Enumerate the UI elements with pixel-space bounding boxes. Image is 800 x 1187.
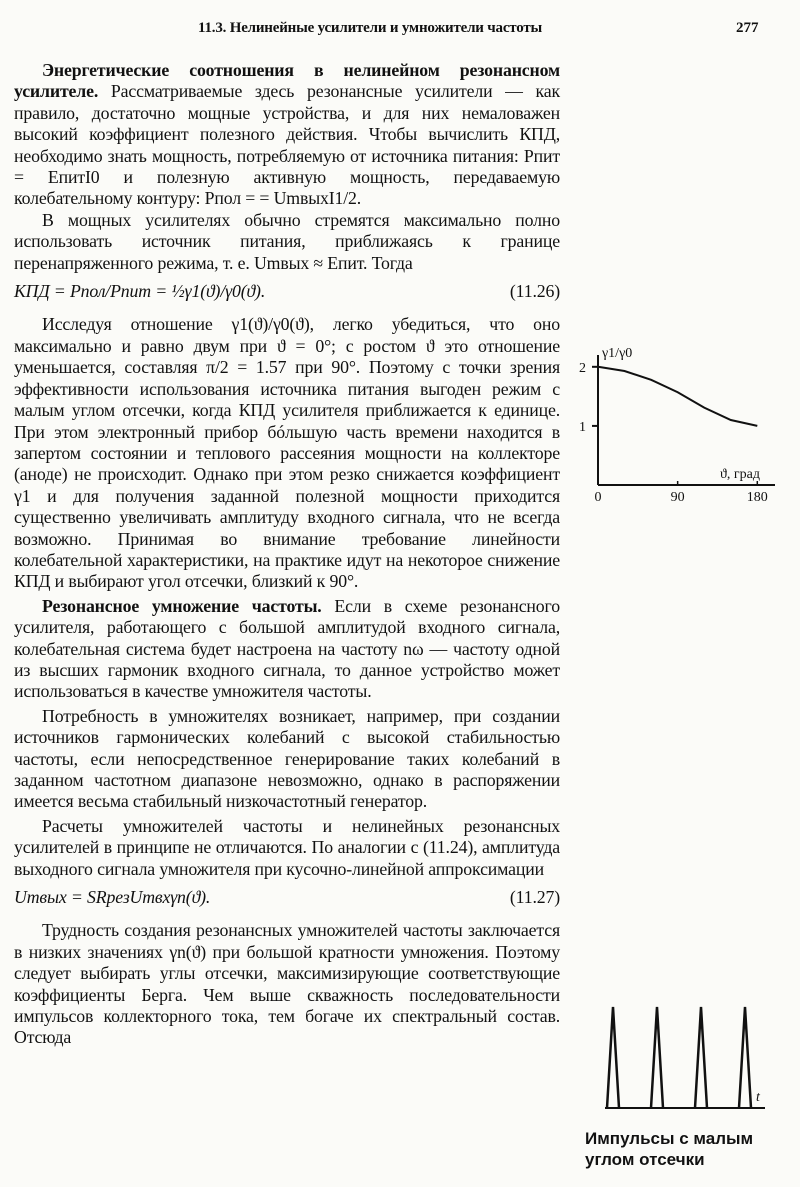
- time-axis-label: t: [756, 1090, 760, 1105]
- runin-heading-energy: Энергетические соотношения в нелинейном резонансном усилителе.: [14, 60, 560, 102]
- pulse-group: [607, 1007, 751, 1108]
- equation-11-26: [14, 281, 560, 302]
- y-ticks: [579, 361, 598, 435]
- pulse: [739, 1007, 751, 1108]
- gamma-ratio-chart: [570, 335, 785, 510]
- equation-11-27: [14, 887, 560, 908]
- gamma-ratio-curve: [598, 367, 757, 426]
- paragraph-multiplier-calculation: Расчеты умножителей частоты и нелинейных резонансных усилителей в принципе не отличаются. По аналогии с (11.24), амплитуда выходного сигнала умножителя при кусочно-линейной аппроксимации: [14, 815, 560, 879]
- x-tick-label: 0: [594, 490, 602, 505]
- equation-11-26-body: КПД = Pпол/Pпит = ½γ1(ϑ)/γ0(ϑ).: [14, 281, 266, 302]
- paragraph-multiplier-need: Потребность в умножителях возникает, например, при создании источников гармонических колебаний с высокой стабильностью частоты, если непосредственное генерирование таких колебаний в заданном частотном диапазоне невозможно, однако в распоряжении имеется весьма стабильный низкочастотный генератор.: [14, 705, 560, 812]
- y-axis-label: γ1/γ0: [602, 346, 633, 361]
- paragraph-energy: [14, 60, 560, 210]
- equation-11-27-number: (11.27): [509, 887, 560, 908]
- page-number: 277: [736, 20, 759, 36]
- y-tick-label: 2: [579, 360, 586, 376]
- runin-heading-multiplication: Резонансное умножение частоты.: [42, 595, 322, 616]
- paragraph-energy-text: Рассматриваемые здесь резонансные усилители — как правило, достаточно мощные устройства, и для них немаловажен высокий коэффициент полезного действия. Чтобы вычислить КПД, необходимо знать мощность, потребляемую от источника питания: Pпит = EпитI0 и полезную активную мощность, передаваемую колебательному контуру: Pпол = = UmвыхI1/2.: [14, 81, 560, 209]
- figure-caption-pulses: Импульсы с малым углом отсечки: [585, 1129, 754, 1169]
- x-tick-label: 90: [670, 490, 685, 505]
- paragraph-frequency-multiplication-text: Если в схеме резонансного усилителя, работающего с большой амплитудой входного сигнала, колебательная система будет настроена на частоту nω — частоту одной из высших гармоник входного сигнала, то данное устройство может использоваться в качестве умножителя частоты.: [14, 595, 560, 702]
- paragraph-powerful-amplifiers: В мощных усилителях обычно стремятся максимально полно использовать источник питания, приближаясь к границе перенапряженного режима, т. е. Umвых ≈ Eпит. Тогда: [14, 209, 560, 273]
- x-axis-label: ϑ, град: [720, 467, 761, 482]
- equation-11-27-body: Umвых = SRрезUmвхγn(ϑ).: [14, 887, 211, 908]
- pulse: [651, 1007, 663, 1108]
- y-tick-label: 1: [579, 419, 586, 435]
- figure-gamma-ratio: [570, 335, 785, 510]
- paragraph-frequency-multiplication: [14, 596, 560, 703]
- pulse: [695, 1007, 707, 1108]
- pulse: [607, 1007, 619, 1108]
- running-title: 11.3. Нелинейные усилители и умножители частоты: [198, 20, 543, 36]
- running-header: [0, 18, 800, 44]
- paragraph-multiplier-difficulty: Трудность создания резонансных умножителей частоты заключается в низких значениях γn(ϑ) при большой кратности умножения. Поэтому следует выбирать углы отсечки, максимизирующие соответствующие коэффициенты Берга. Чем выше скважность последовательности импульсов коллекторного тока, тем богаче их спектральный состав. Отсюда: [14, 920, 560, 1048]
- x-tick-label: 180: [746, 490, 768, 505]
- equation-11-26-number: (11.26): [509, 281, 560, 302]
- paragraph-efficiency-analysis: Исследуя отношение γ1(ϑ)/γ0(ϑ), легко убедиться, что оно максимально и равно двум при ϑ = 0°; с ростом ϑ это отношение уменьшается, составляя π/2 = 1.57 при 90°. Поэтому с точки зрения эффективности использования источника питания выгоден режим с малым углом отсечки, когда КПД усилителя приближается к единице. При этом электронный прибор бóльшую часть времени находится в запертом состоянии и теплового рассеяния мощности на коллекторе (аноде) не происходит. Однако при этом резко снижается коэффициент γ1 и для получения заданной полезной мощности приходится существенно увеличивать амплитуду входного сигнала, что не всегда возможно. Принимая во внимание требование линейности колебательной характеристики, на практике идут на некоторое снижение КПД и выбирают угол отсечки, близкий к 90°.: [14, 314, 560, 592]
- main-text-column: [14, 60, 560, 1049]
- pulse-train-chart: [570, 995, 785, 1125]
